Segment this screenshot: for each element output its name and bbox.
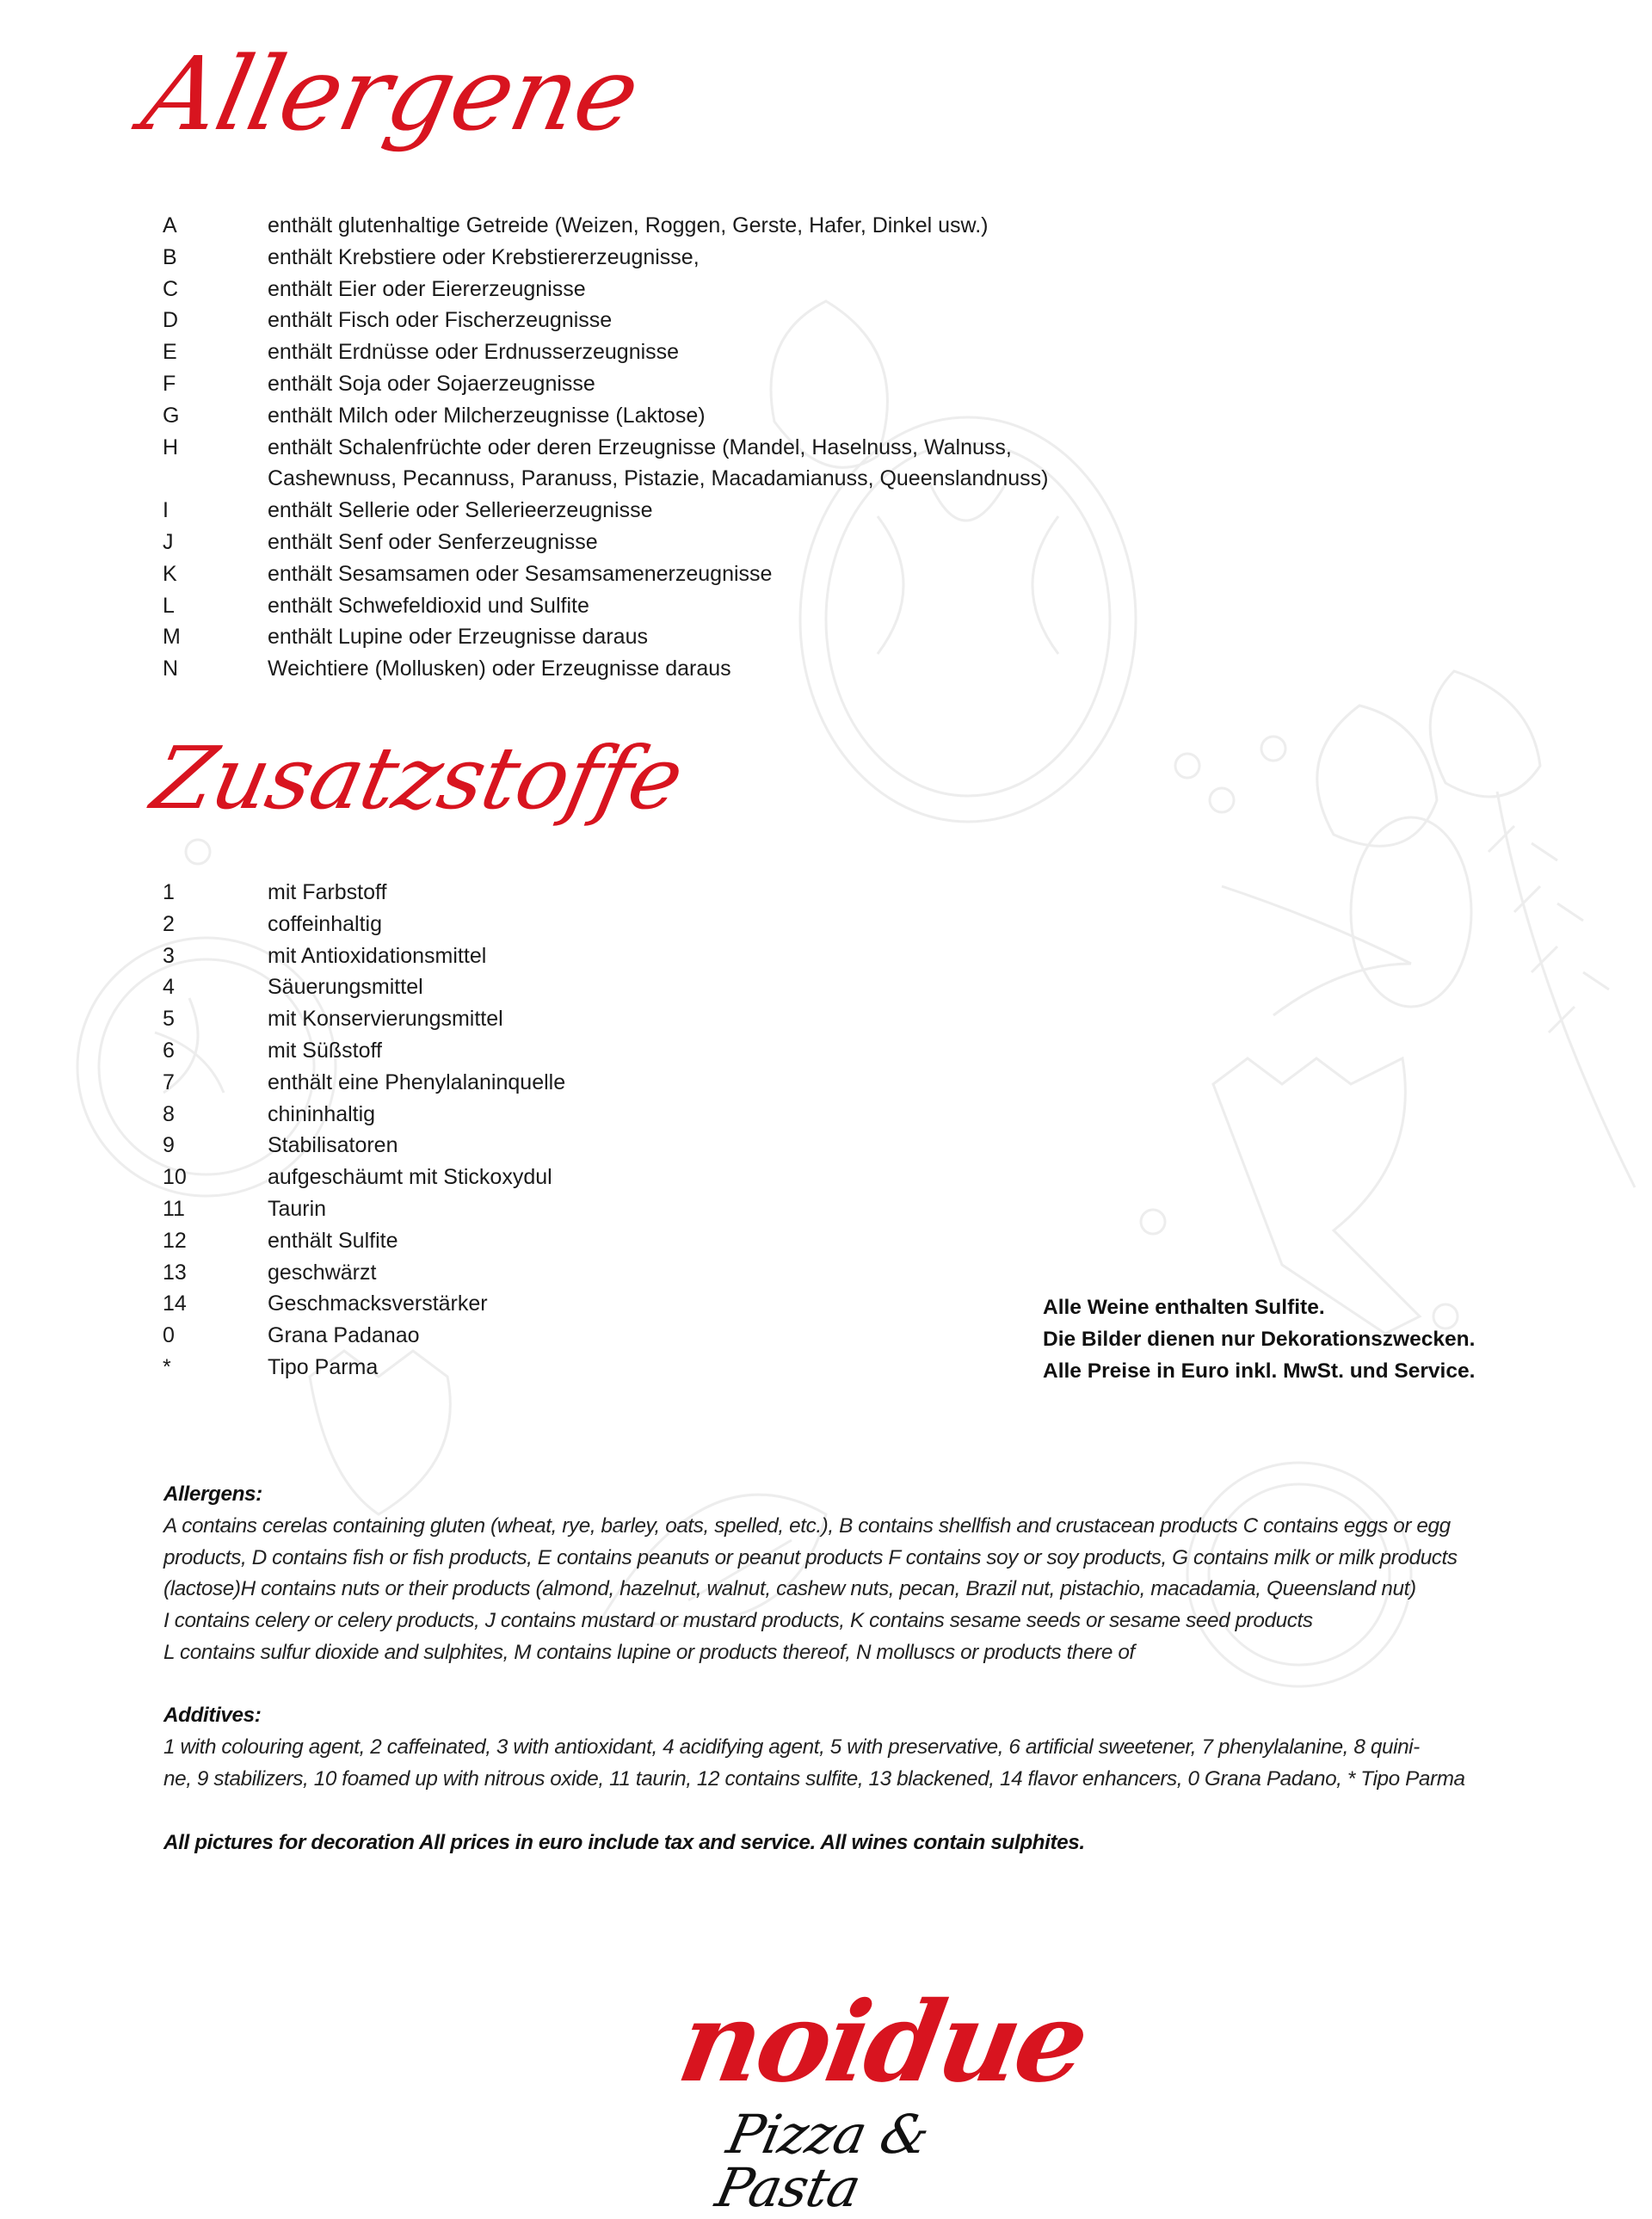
english-allergens bbox=[163, 1479, 1523, 1669]
list-item bbox=[163, 210, 1048, 242]
list-item bbox=[163, 527, 1048, 558]
additive-code: 3 bbox=[163, 943, 175, 968]
list-item bbox=[163, 971, 565, 1003]
additive-code: 11 bbox=[163, 1196, 185, 1221]
list-item bbox=[163, 1130, 565, 1162]
additive-description: coffeinhaltig bbox=[268, 911, 382, 936]
additive-description: Geschmacksverstärker bbox=[268, 1291, 488, 1316]
logo-brand-name: noidue bbox=[669, 1978, 1095, 2107]
english-footer-note: All pictures for decoration All prices in euro include tax and service. All wines contain sulphites. bbox=[163, 1831, 1085, 1854]
english-allergens-heading: Allergens: bbox=[163, 1482, 262, 1506]
additive-list bbox=[163, 877, 565, 1384]
additive-code: 13 bbox=[163, 1260, 187, 1285]
list-item bbox=[163, 495, 1048, 527]
allergen-code: M bbox=[163, 625, 181, 650]
allergen-description: enthält Senf oder Senferzeugnisse bbox=[268, 529, 598, 554]
english-allergens-line: I contains celery or celery products, J contains mustard or mustard products, K contains sesame seeds or sesame seed products bbox=[163, 1609, 1313, 1633]
allergen-description: enthält glutenhaltige Getreide (Weizen, Roggen, Gerste, Hafer, Dinkel usw.) bbox=[268, 213, 989, 237]
english-additives-line: 1 with colouring agent, 2 caffeinated, 3 with antioxidant, 4 acidifying agent, 5 with preservative, 6 artificial sweetener, 7 phenylalanine, 8 quini- bbox=[163, 1735, 1420, 1759]
list-item bbox=[163, 336, 1048, 368]
list-item bbox=[163, 558, 1048, 590]
zusatzstoffe-title: Zusatzstoffe bbox=[144, 728, 692, 829]
additive-description: enthält Sulfite bbox=[268, 1228, 398, 1253]
additive-description: aufgeschäumt mit Stickoxydul bbox=[268, 1165, 552, 1190]
allergen-code: G bbox=[163, 403, 180, 428]
additive-description: mit Konservierungsmittel bbox=[268, 1007, 503, 1032]
allergen-code: A bbox=[163, 213, 177, 237]
list-item bbox=[163, 1162, 565, 1193]
additive-description: geschwärzt bbox=[268, 1260, 377, 1285]
additive-description: Grana Padanao bbox=[268, 1323, 420, 1348]
additive-code: 9 bbox=[163, 1133, 175, 1158]
additive-description: mit Antioxidationsmittel bbox=[268, 943, 487, 968]
list-item bbox=[163, 305, 1048, 336]
allergen-code: B bbox=[163, 244, 177, 269]
allergene-title: Allergene bbox=[133, 34, 649, 153]
allergen-list bbox=[163, 210, 1048, 685]
garlic-icon bbox=[1317, 706, 1437, 846]
allergen-description: enthält Eier oder Eiererzeugnisse bbox=[268, 276, 586, 301]
additive-code: 8 bbox=[163, 1101, 175, 1126]
german-notice bbox=[1043, 1291, 1475, 1387]
notice-prices: Alle Preise in Euro inkl. MwSt. und Service. bbox=[1043, 1359, 1476, 1383]
allergen-description: enthält Erdnüsse oder Erdnusserzeugnisse bbox=[268, 340, 680, 365]
list-item bbox=[163, 400, 1048, 432]
notice-wine-sulfites: Alle Weine enthalten Sulfite. bbox=[1043, 1296, 1325, 1319]
logo-subtitle: Pizza & Pasta bbox=[710, 2103, 935, 2219]
list-item bbox=[163, 909, 565, 940]
list-item bbox=[163, 1193, 565, 1225]
allergen-code: K bbox=[163, 561, 177, 586]
english-additives bbox=[163, 1700, 1523, 1795]
english-allergens-line: products, D contains fish or fish products, E contains peanuts or peanut products F contains soy or soy products, G contains milk or milk products bbox=[163, 1545, 1458, 1569]
allergen-code bbox=[163, 463, 268, 495]
additive-code: 12 bbox=[163, 1228, 187, 1253]
list-item bbox=[163, 1225, 565, 1257]
additive-description: chininhaltig bbox=[268, 1101, 376, 1126]
allergen-description: enthält Milch oder Milcherzeugnisse (Laktose) bbox=[268, 403, 706, 428]
list-item bbox=[163, 1035, 565, 1067]
allergen-description: enthält Schwefeldioxid und Sulfite bbox=[268, 593, 589, 618]
list-item bbox=[163, 1257, 565, 1289]
additive-code: 4 bbox=[163, 975, 175, 1000]
additive-code: 6 bbox=[163, 1038, 175, 1063]
list-item bbox=[163, 368, 1048, 400]
list-item-continuation bbox=[163, 463, 1048, 495]
list-item bbox=[163, 1067, 565, 1099]
allergen-code: J bbox=[163, 529, 174, 554]
allergen-description: enthält Krebstiere oder Krebstiererzeugnisse, bbox=[268, 244, 700, 269]
restaurant-logo bbox=[669, 1953, 1095, 2219]
additive-code: 0 bbox=[163, 1323, 175, 1348]
notice-pictures-decoration: Die Bilder dienen nur Dekorationszwecken. bbox=[1043, 1328, 1476, 1351]
allergen-code: D bbox=[163, 308, 179, 333]
additive-description: Taurin bbox=[268, 1196, 327, 1221]
allergen-description: enthält Fisch oder Fischerzeugnisse bbox=[268, 308, 613, 333]
english-additives-line: ne, 9 stabilizers, 10 foamed up with nitrous oxide, 11 taurin, 12 contains sulfite, 13 blackened, 14 flavor enhancers, 0 Grana Padano, * Tipo Parma bbox=[163, 1766, 1465, 1791]
allergen-code: I bbox=[163, 498, 169, 523]
allergen-description: Cashewnuss, Pecannuss, Paranuss, Pistazie, Macadamianuss, Queenslandnuss) bbox=[268, 466, 1049, 491]
allergen-code: F bbox=[163, 371, 176, 396]
allergen-description: enthält Sesamsamen oder Sesamsamenerzeugnisse bbox=[268, 561, 773, 586]
allergen-code: H bbox=[163, 435, 179, 459]
list-item bbox=[163, 1352, 565, 1384]
list-item bbox=[163, 242, 1048, 274]
additive-description: enthält eine Phenylalaninquelle bbox=[268, 1069, 566, 1094]
additive-code: 1 bbox=[163, 880, 175, 904]
rosemary-icon bbox=[1489, 792, 1635, 1187]
allergen-code: C bbox=[163, 276, 179, 301]
allergen-code: N bbox=[163, 656, 179, 681]
allergen-description: enthält Lupine oder Erzeugnisse daraus bbox=[268, 625, 648, 650]
allergen-code: E bbox=[163, 340, 177, 365]
list-item bbox=[163, 1099, 565, 1131]
allergen-description: enthält Soja oder Sojaerzeugnisse bbox=[268, 371, 595, 396]
list-item bbox=[163, 1320, 565, 1352]
additive-code: 2 bbox=[163, 911, 175, 936]
additive-description: mit Farbstoff bbox=[268, 880, 387, 904]
list-item bbox=[163, 621, 1048, 653]
additive-description: Tipo Parma bbox=[268, 1354, 379, 1379]
list-item bbox=[163, 590, 1048, 622]
list-item bbox=[163, 1003, 565, 1035]
list-item bbox=[163, 1288, 565, 1320]
english-allergens-line: L contains sulfur dioxide and sulphites, M contains lupine or products thereof, N molluscs or products there of bbox=[163, 1640, 1135, 1664]
additive-description: Stabilisatoren bbox=[268, 1133, 398, 1158]
additive-code: 5 bbox=[163, 1007, 175, 1032]
allergen-code: L bbox=[163, 593, 175, 618]
allergen-description: Weichtiere (Mollusken) oder Erzeugnisse daraus bbox=[268, 656, 731, 681]
list-item bbox=[163, 432, 1048, 464]
olive-icon bbox=[1351, 817, 1471, 1007]
english-allergens-line: A contains cerelas containing gluten (wheat, rye, barley, oats, spelled, etc.), B contains shellfish and crustacean products C contains eggs or egg bbox=[163, 1513, 1451, 1538]
additive-code: 14 bbox=[163, 1291, 187, 1316]
allergen-description: enthält Schalenfrüchte oder deren Erzeugnisse (Mandel, Haselnuss, Walnuss, bbox=[268, 435, 1012, 459]
additive-description: Säuerungsmittel bbox=[268, 975, 423, 1000]
english-allergens-line: (lactose)H contains nuts or their products (almond, hazelnut, walnut, cashew nuts, pecan, Brazil nut, pistachio, macadamia, Queensland nut) bbox=[163, 1577, 1416, 1601]
additive-code: 7 bbox=[163, 1069, 175, 1094]
list-item bbox=[163, 877, 565, 909]
allergen-description: enthält Sellerie oder Sellerieerzeugnisse bbox=[268, 498, 653, 523]
list-item bbox=[163, 940, 565, 972]
additive-code: * bbox=[163, 1354, 171, 1379]
additive-description: mit Süßstoff bbox=[268, 1038, 382, 1063]
list-item bbox=[163, 274, 1048, 305]
english-additives-heading: Additives: bbox=[163, 1704, 262, 1727]
list-item bbox=[163, 653, 1048, 685]
additive-code: 10 bbox=[163, 1165, 187, 1190]
